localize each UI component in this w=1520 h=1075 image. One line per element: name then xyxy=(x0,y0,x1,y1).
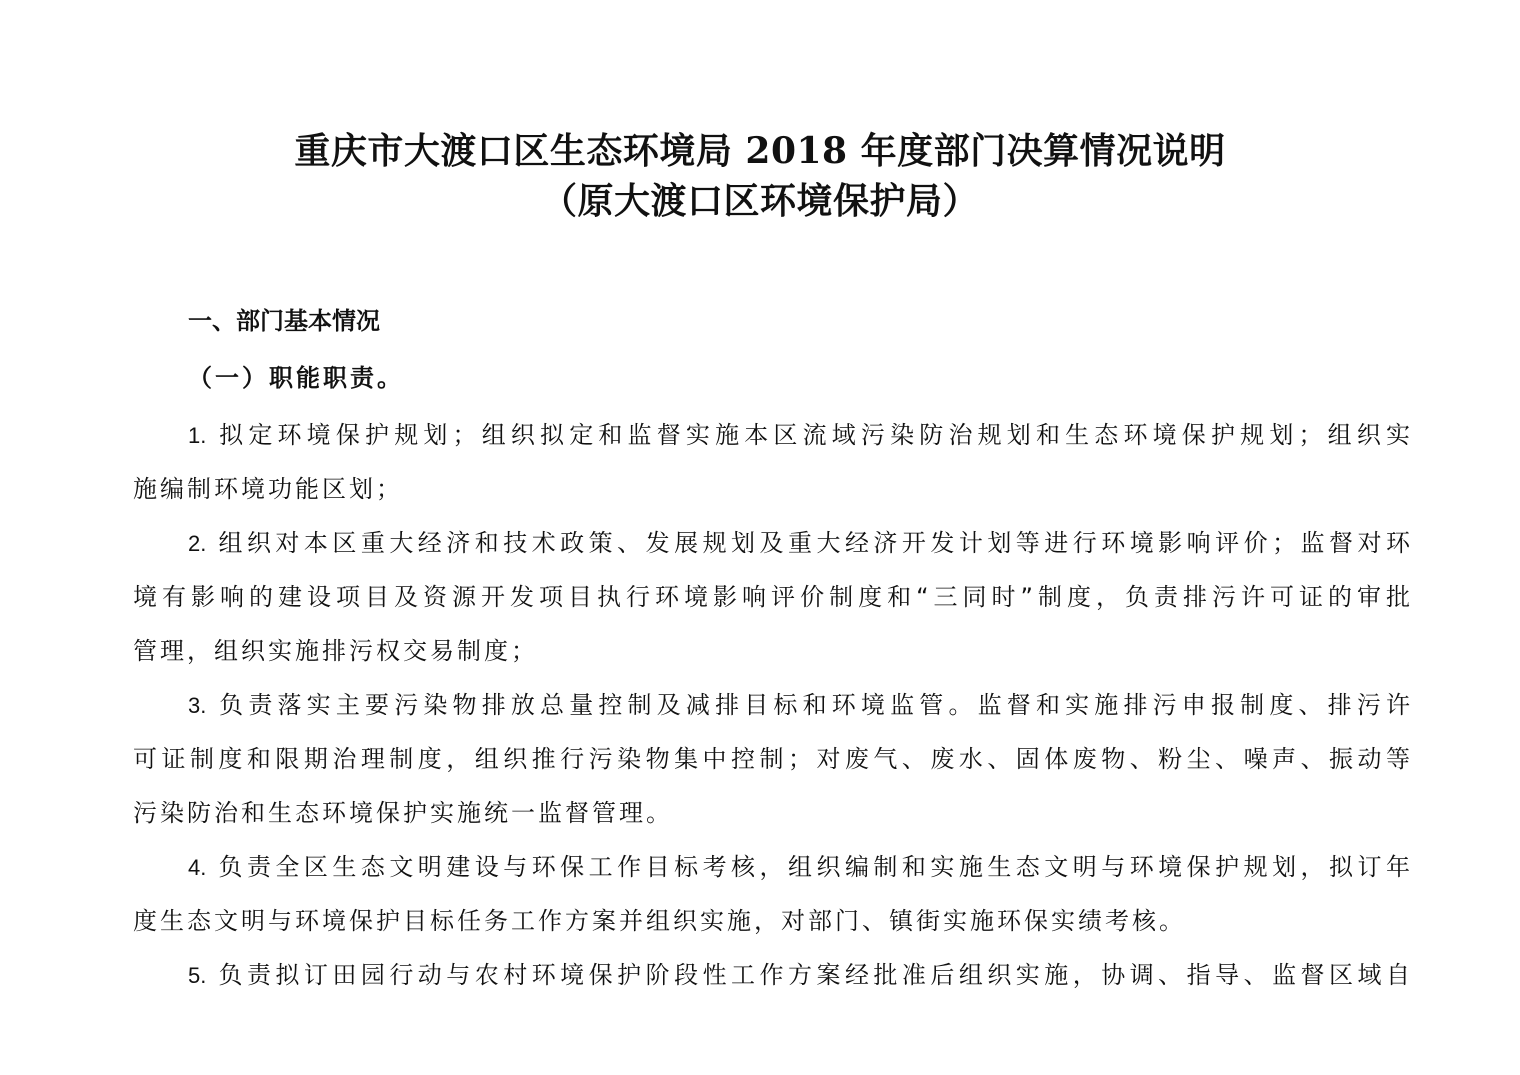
line-text: 负责落实主要污染物排放总量控制及减排目标和环境监管。监督和实施排污申报制度、排污许 xyxy=(219,691,1410,719)
paragraph-line: 管理，组织实施排污权交易制度； xyxy=(133,637,538,665)
paragraph-line xyxy=(133,840,1410,894)
item-number: 2. xyxy=(188,531,207,556)
line-text: 负责拟订田园行动与农村环境保护阶段性工作方案经批准后组织实施，协调、指导、监督区域自 xyxy=(218,961,1410,989)
section-heading: 一、部门基本情况 xyxy=(188,307,380,335)
line-text: 拟定环境保护规划；组织拟定和监督实施本区流域污染防治规划和生态环境保护规划；组织实 xyxy=(219,421,1410,449)
paragraph-item-3 xyxy=(133,678,1410,840)
subsection-heading: （一）职能职责。 xyxy=(188,364,404,392)
paragraph-item-2 xyxy=(133,516,1410,678)
item-number: 3. xyxy=(188,693,207,718)
paragraph-line: 境有影响的建设项目及资源开发项目执行环境影响评价制度和“三同时”制度，负责排污许可证的审批 xyxy=(133,583,1410,611)
paragraph-item-5 xyxy=(133,948,1410,1002)
document-title: 重庆市大渡口区生态环境局 2018 年度部门决算情况说明 xyxy=(294,130,1226,172)
paragraph-line xyxy=(133,678,1410,732)
paragraph-line xyxy=(133,516,1410,570)
paragraph-line xyxy=(133,408,1410,462)
item-number: 1. xyxy=(188,423,207,448)
item-number: 4. xyxy=(188,855,207,880)
paragraph-line: 度生态文明与环境保护目标任务工作方案并组织实施，对部门、镇街实施环保实绩考核。 xyxy=(133,907,1186,935)
paragraph-line: 可证制度和限期治理制度，组织推行污染物集中控制；对废气、废水、固体废物、粉尘、噪声、振动等 xyxy=(133,745,1410,773)
paragraph-line: 污染防治和生态环境保护实施统一监督管理。 xyxy=(133,799,673,827)
paragraph-line: 施编制环境功能区划； xyxy=(133,475,403,503)
paragraph-item-1 xyxy=(133,408,1410,516)
document-subtitle: （原大渡口区环境保护局） xyxy=(540,180,979,222)
line-text: 组织对本区重大经济和技术政策、发展规划及重大经济开发计划等进行环境影响评价；监督对环 xyxy=(218,529,1410,557)
item-number: 5. xyxy=(188,963,207,988)
paragraph-item-4 xyxy=(133,840,1410,948)
line-text: 负责全区生态文明建设与环保工作目标考核，组织编制和实施生态文明与环境保护规划，拟订年 xyxy=(218,853,1410,881)
paragraph-line xyxy=(133,948,1410,1002)
